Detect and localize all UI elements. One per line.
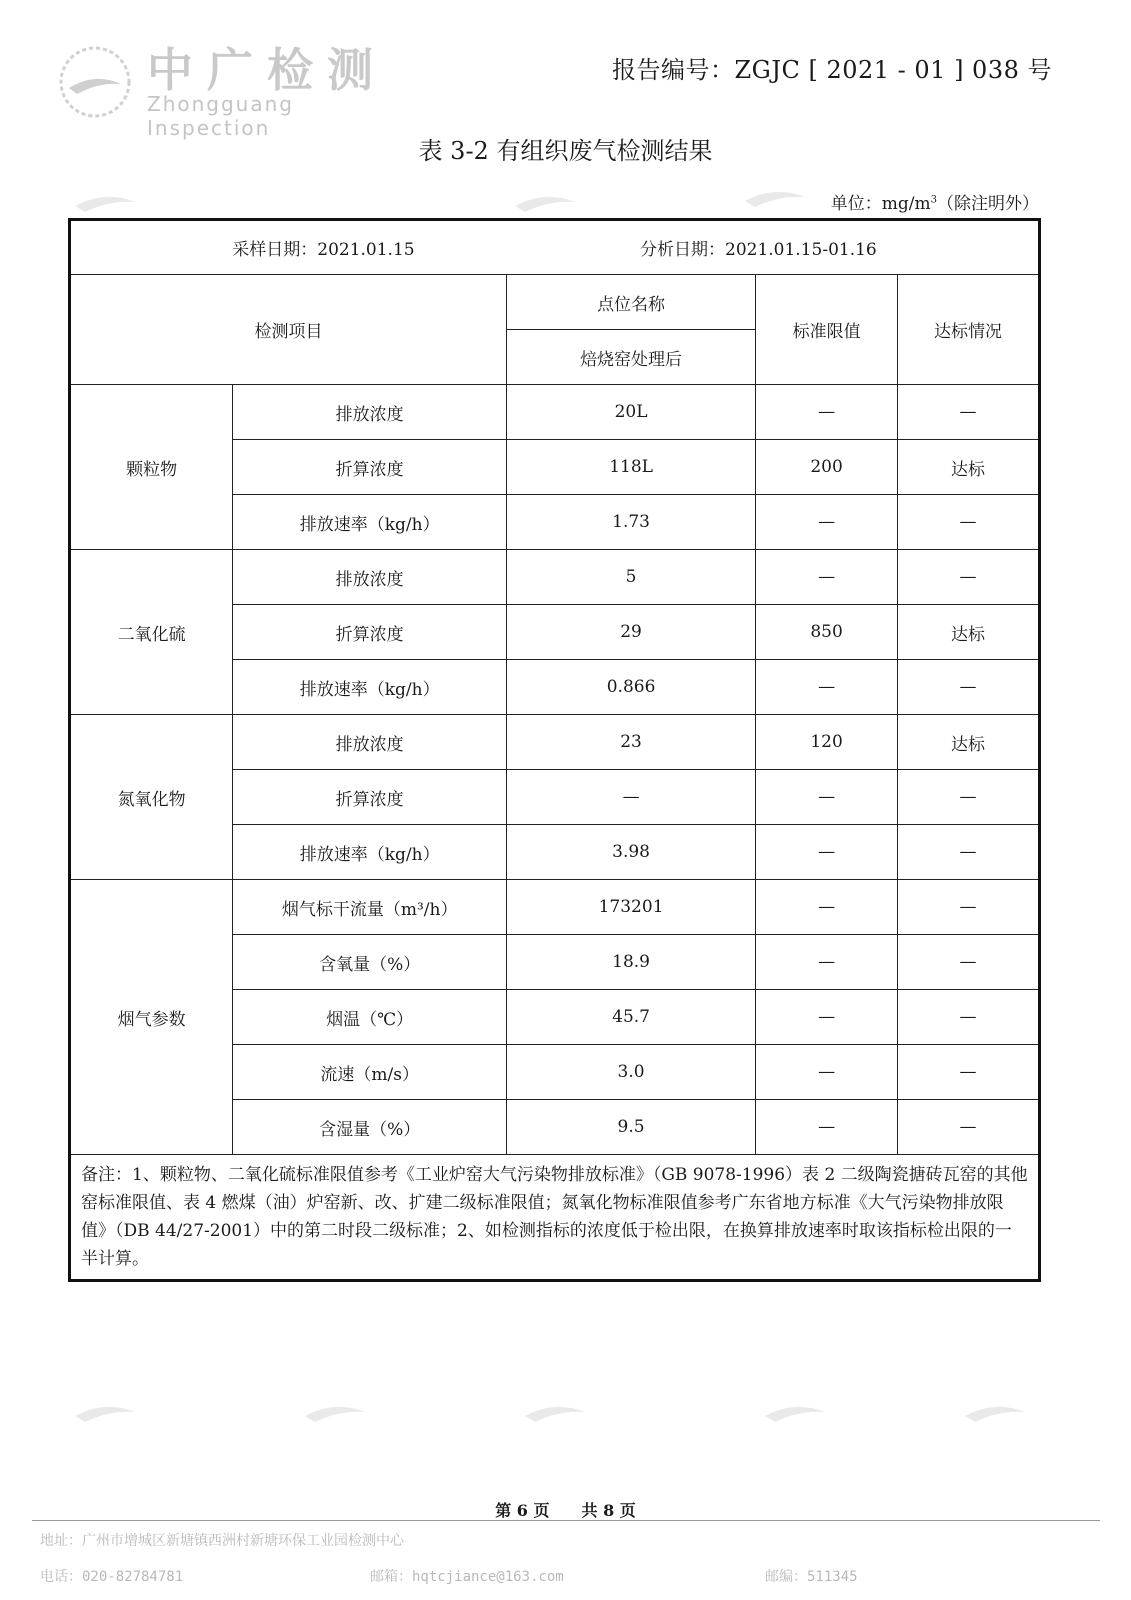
- status-cell: 达标: [898, 605, 1040, 660]
- value-cell: 1.73: [507, 495, 756, 550]
- value-cell: 173201: [507, 880, 756, 935]
- value-cell: —: [507, 770, 756, 825]
- table-row: [70, 715, 1040, 770]
- page-number: 第 6 页 共 8 页: [495, 1501, 636, 1520]
- header-site-name: 点位名称: [507, 275, 756, 330]
- dates-row: [70, 220, 1040, 275]
- limit-cell: —: [756, 495, 898, 550]
- status-cell: —: [898, 1045, 1040, 1100]
- limit-cell: —: [756, 770, 898, 825]
- footer-divider: [32, 1520, 1100, 1521]
- param-cell: 排放浓度: [233, 385, 507, 440]
- value-cell: 45.7: [507, 990, 756, 1045]
- watermark-icon: [520, 1390, 590, 1430]
- company-logo: [55, 32, 400, 140]
- status-cell: —: [898, 385, 1040, 440]
- limit-cell: —: [756, 660, 898, 715]
- table-title: 表 3-2 有组织废气检测结果: [418, 137, 713, 165]
- limit-cell: —: [756, 935, 898, 990]
- value-cell: 3.98: [507, 825, 756, 880]
- limit-cell: —: [756, 385, 898, 440]
- report-number: 报告编号：ZGJC [ 2021 - 01 ] 038 号: [612, 56, 1052, 84]
- results-table: [68, 218, 1041, 1282]
- status-cell: 达标: [898, 440, 1040, 495]
- status-cell: —: [898, 1100, 1040, 1155]
- unit-note: [831, 189, 1039, 214]
- limit-cell: —: [756, 1045, 898, 1100]
- param-cell: 排放浓度: [233, 550, 507, 605]
- status-cell: —: [898, 495, 1040, 550]
- limit-cell: —: [756, 880, 898, 935]
- param-cell: 排放速率（kg/h）: [233, 660, 507, 715]
- footer-postcode: 邮编：511345: [765, 1569, 858, 1585]
- status-cell: —: [898, 770, 1040, 825]
- header-status: 达标情况: [898, 275, 1040, 385]
- limit-cell: —: [756, 825, 898, 880]
- value-cell: 29: [507, 605, 756, 660]
- param-cell: 折算浓度: [233, 770, 507, 825]
- value-cell: 0.866: [507, 660, 756, 715]
- footer-address: 地址：广州市增城区新塘镇西洲村新塘环保工业园检测中心: [40, 1533, 404, 1549]
- table-row: [70, 550, 1040, 605]
- group-name: 颗粒物: [70, 385, 233, 550]
- logo-emblem-icon: [55, 42, 135, 122]
- limit-cell: —: [756, 550, 898, 605]
- status-cell: —: [898, 990, 1040, 1045]
- watermark-icon: [70, 180, 140, 220]
- watermark-icon: [300, 1390, 370, 1430]
- status-cell: —: [898, 550, 1040, 605]
- limit-cell: 850: [756, 605, 898, 660]
- sampling-date: 采样日期：2021.01.15: [232, 240, 415, 260]
- param-cell: 流速（m/s）: [233, 1045, 507, 1100]
- note-row: [70, 1155, 1040, 1281]
- footer-email: 邮箱：hqtcjiance@163.com: [370, 1569, 564, 1585]
- limit-cell: —: [756, 1100, 898, 1155]
- param-cell: 排放速率（kg/h）: [233, 495, 507, 550]
- group-name: 二氧化硫: [70, 550, 233, 715]
- header-item: 检测项目: [70, 275, 507, 385]
- unit-superscript: 3: [930, 194, 937, 206]
- watermark-icon: [960, 1390, 1030, 1430]
- footer-phone: 电话：020-82784781: [40, 1569, 184, 1585]
- status-cell: —: [898, 880, 1040, 935]
- value-cell: 23: [507, 715, 756, 770]
- logo-english-text: Zhongguang Inspection: [147, 92, 294, 140]
- param-cell: 含湿量（%）: [233, 1100, 507, 1155]
- note-text: 备注：1、颗粒物、二氧化硫标准限值参考《工业炉窑大气污染物排放标准》（GB 9078-1996）表 2 二级陶瓷搪砖瓦窑的其他窑标准限值、表 4 燃煤（油）炉窑新、改、扩建二级标准限值；氮氧化物标准限值参考广东省地方标准《大气污染物排放限值》（DB 44/27-2001）中的第二时段二级标准；2、如检测指标的浓度低于检出限，在换算排放速率时取该指标检出限的一半计算。: [70, 1155, 1040, 1281]
- group-name: 氮氧化物: [70, 715, 233, 880]
- limit-cell: —: [756, 990, 898, 1045]
- limit-cell: 120: [756, 715, 898, 770]
- param-cell: 烟温（℃）: [233, 990, 507, 1045]
- analysis-date: 分析日期：2021.01.15-01.16: [640, 240, 877, 260]
- group-name: 烟气参数: [70, 880, 233, 1155]
- watermark-icon: [760, 1390, 830, 1430]
- unit-suffix: （除注明外）: [937, 194, 1039, 214]
- value-cell: 118L: [507, 440, 756, 495]
- param-cell: 排放速率（kg/h）: [233, 825, 507, 880]
- watermark-icon: [70, 1390, 140, 1430]
- param-cell: 折算浓度: [233, 440, 507, 495]
- unit-prefix: 单位：mg/m: [830, 194, 931, 214]
- param-cell: 折算浓度: [233, 605, 507, 660]
- value-cell: 5: [507, 550, 756, 605]
- header-row: [70, 275, 1040, 330]
- value-cell: 20L: [507, 385, 756, 440]
- status-cell: —: [898, 935, 1040, 990]
- value-cell: 18.9: [507, 935, 756, 990]
- watermark-icon: [510, 180, 580, 220]
- table-row: [70, 385, 1040, 440]
- param-cell: 含氧量（%）: [233, 935, 507, 990]
- status-cell: —: [898, 825, 1040, 880]
- param-cell: 排放浓度: [233, 715, 507, 770]
- value-cell: 9.5: [507, 1100, 756, 1155]
- value-cell: 3.0: [507, 1045, 756, 1100]
- dates-cell: [70, 220, 1040, 275]
- header-site: 焙烧窑处理后: [507, 330, 756, 385]
- watermark-icon: [740, 175, 810, 215]
- status-cell: —: [898, 660, 1040, 715]
- table-row: [70, 880, 1040, 935]
- param-cell: 烟气标干流量（m³/h）: [233, 880, 507, 935]
- limit-cell: 200: [756, 440, 898, 495]
- status-cell: 达标: [898, 715, 1040, 770]
- logo-chinese-text: 中广检测: [147, 43, 387, 97]
- header-limit: 标准限值: [756, 275, 898, 385]
